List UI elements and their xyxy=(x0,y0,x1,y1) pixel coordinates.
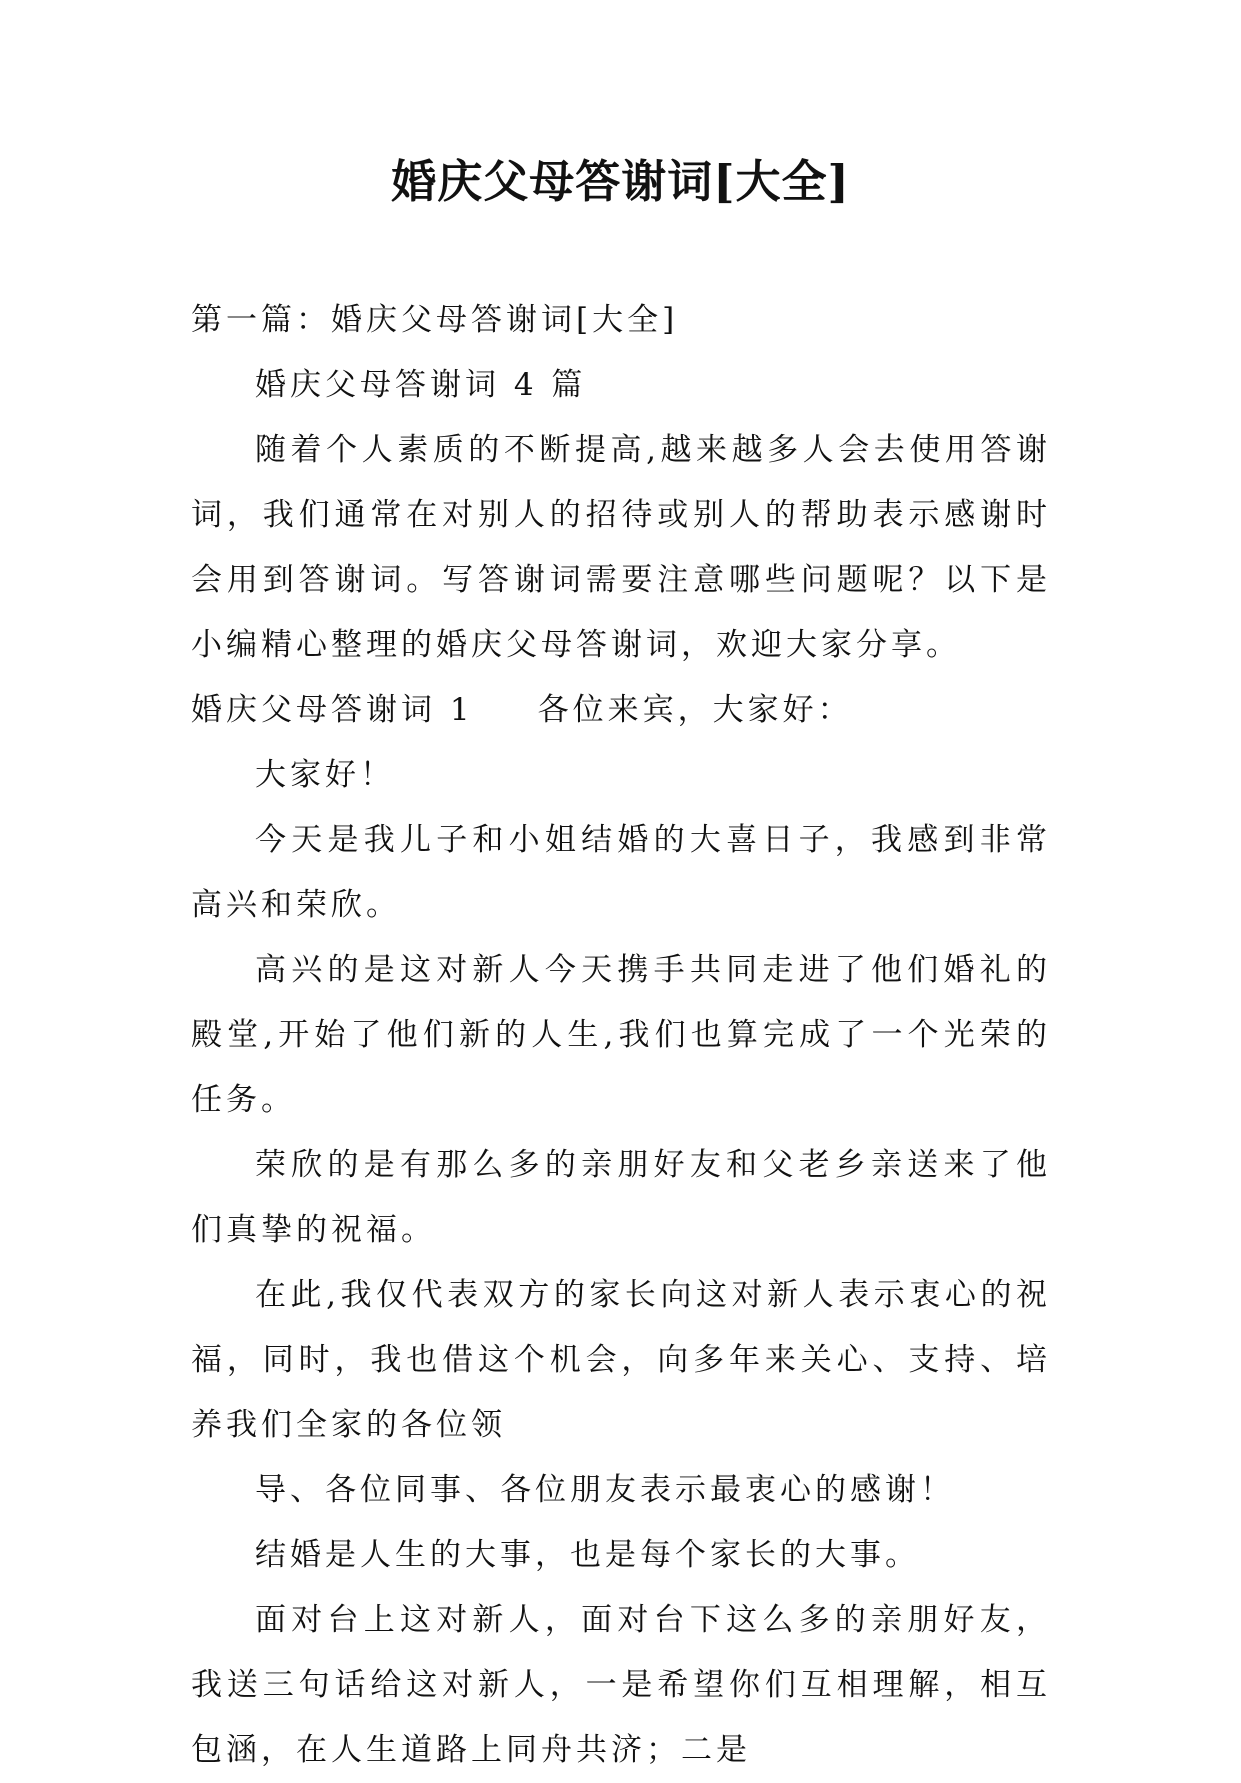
paragraph-body: 导、各位同事、各位朋友表示最衷心的感谢！ xyxy=(255,1472,955,1508)
paragraph-body: 荣欣的是有那么多的亲朋好友和父老乡亲送来了他们真挚的祝福。 xyxy=(191,1147,1051,1248)
document-body xyxy=(191,288,1051,1783)
paragraph-intro: 随着个人素质的不断提高,越来越多人会去使用答谢词，我们通常在对别人的招待或别人的帮助表示感谢时会用到答谢词。写答谢词需要注意哪些问题呢？以下是小编精心整理的婚庆父母答谢词，欢迎大家分享。 xyxy=(191,432,1051,663)
paragraph-body: 面对台上这对新人，面对台下这么多的亲朋好友，我送三句话给这对新人，一是希望你们互相理解，相互包涵，在人生道路上同舟共济；二是 xyxy=(191,1602,1051,1768)
paragraph-speech-heading xyxy=(191,678,1051,743)
speech-number-label: 婚庆父母答谢词 1 xyxy=(191,692,474,728)
paragraph-section-heading: 第一篇：婚庆父母答谢词[大全] xyxy=(191,302,679,338)
paragraph-subtitle: 婚庆父母答谢词 4 篇 xyxy=(255,367,587,403)
paragraph-greeting: 大家好！ xyxy=(255,757,395,793)
paragraph-body: 结婚是人生的大事，也是每个家长的大事。 xyxy=(255,1537,920,1573)
greeting-text: 各位来宾，大家好： xyxy=(537,692,853,728)
paragraph-body: 高兴的是这对新人今天携手共同走进了他们婚礼的殿堂,开始了他们新的人生,我们也算完成了一个光荣的任务。 xyxy=(191,952,1051,1118)
document-title: 婚庆父母答谢词[大全] xyxy=(391,155,850,208)
paragraph-body: 今天是我儿子和小姐结婚的大喜日子，我感到非常高兴和荣欣。 xyxy=(191,822,1051,923)
paragraph-body: 在此,我仅代表双方的家长向这对新人表示衷心的祝福，同时，我也借这个机会，向多年来关心、支持、培养我们全家的各位领 xyxy=(191,1277,1051,1443)
